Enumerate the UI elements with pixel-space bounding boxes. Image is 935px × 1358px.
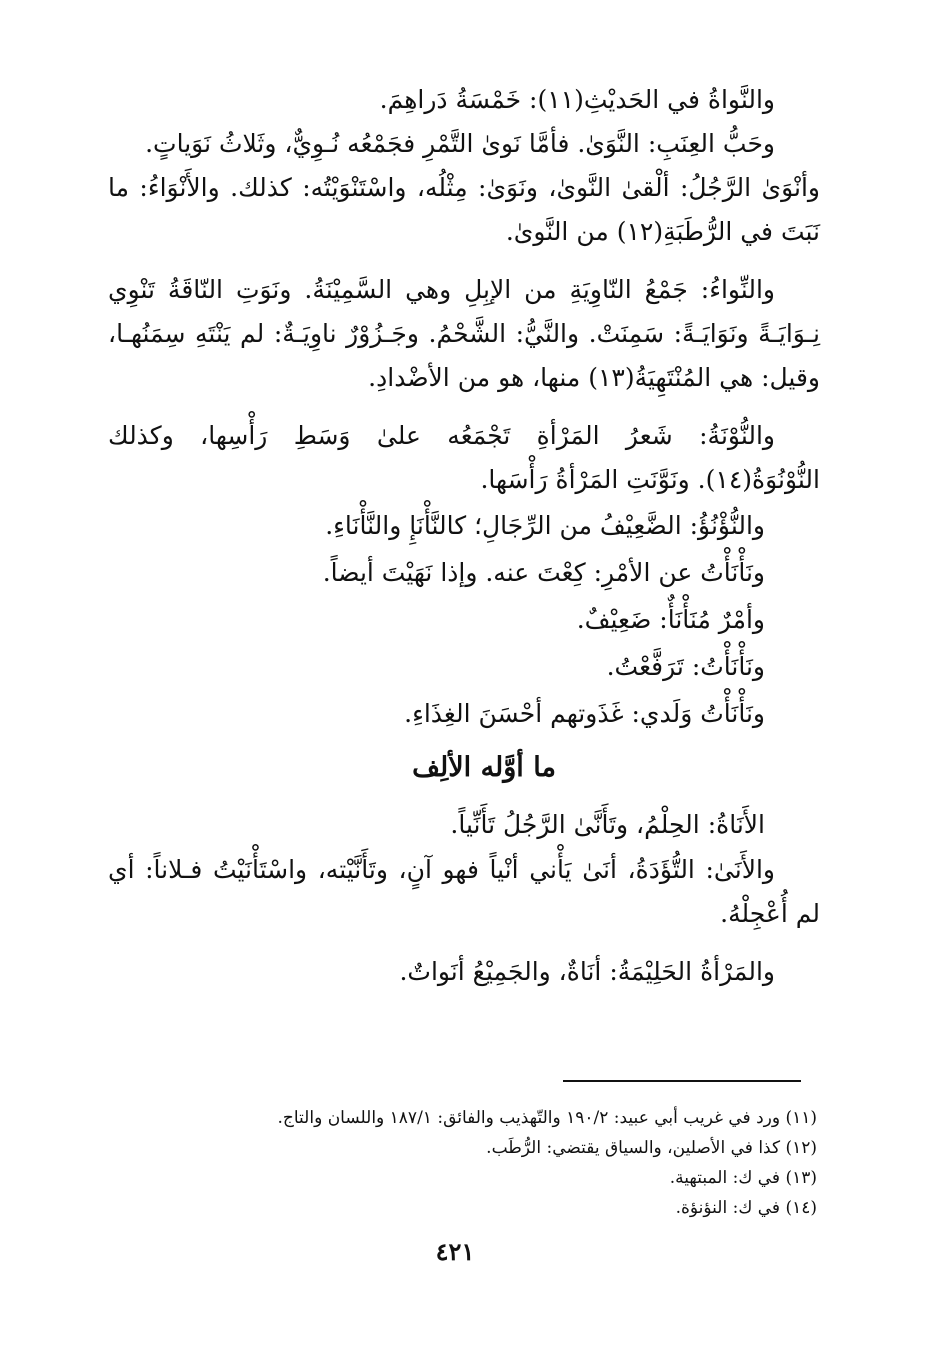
entry-line: ونَأْنَأْتُ عن الأمْرِ: كِعْتَ عنه. وإذا نَهَيْتَ أيضاً. xyxy=(322,558,765,587)
entry-line: ونَأْنَأْتُ وَلَدي: غَذَوتهم أحْسَنَ الغِذَاءِ. xyxy=(404,699,765,728)
paragraph-nawat-hadith: والنَّواةُ في الحَديْثِ(١١): خَمْسَةُ دَراهِمَ. xyxy=(379,85,775,114)
anah-entries xyxy=(108,801,820,848)
footnote: (١٢) كذا في الأصلين، والسياق يقتضي: الرُّطَب. xyxy=(486,1138,817,1158)
paragraph-anwa-al-rajul: وأنْوَىٰ الرَّجُلُ: ألْقىٰ النَّوىٰ، ونَوَىٰ: مِثْلُه، واسْتَنْوَيْتُه: كذلك. والأَنْوَاءُ: ما نَبَتَ في الرُّطَبَةِ(١٢) من النَّوىٰ. xyxy=(108,173,820,246)
entry-line: ونَأْنَأْتُ: تَرَفَّعْتُ. xyxy=(606,652,765,681)
footnotes xyxy=(117,1103,817,1223)
nu-nu-entries xyxy=(108,502,820,737)
footnote-divider xyxy=(563,1080,801,1082)
paragraph-al-ana: والأَنَىٰ: التُّؤَدَةُ، أنَىٰ يَأْني أنْياً فهو آنٍ، وتَأَنَّيْته، واسْتَأْنَيْتُ فـلاناً: أي لم أُعْجِلْهُ. xyxy=(108,855,820,928)
paragraph-al-mara-al-halima: والمَرْأةُ الحَلِيْمَةُ: أنَاةٌ، والجَمِيْعُ أنَواتٌ. xyxy=(399,957,775,986)
paragraph-al-nuna: والنُّوْنَةُ: شَعرُ المَرْأةِ تَجْمَعُه علىٰ وَسَطِ رَأْسِها، وكذلك النُّوْنُوَةُ(١٤). ونَوَّنَتِ المَرْأةُ رَأْسَها. xyxy=(108,421,820,494)
footnote: (١٣) في ك: المبتهية. xyxy=(669,1168,817,1188)
paragraph-al-niwa: والنِّواءُ: جَمْعُ النّاوِيَةِ من الإبِلِ وهي السَّمِيْنَةُ. ونَوَتِ النّاقَةُ تَنْوِي نِـوَايَـةً ونَوَايَـةً: سَمِنَتْ. والنَّيُّ: الشَّحْمُ. وجَـزُوْرٌ ناوِيَـةٌ: لم يَنْتَهِ سِمَنُهـا، وقيل: هي المُنْتَهِيَةُ(١٣) منها، هو من الأضْدادِ. xyxy=(108,275,820,392)
footnote: (١١) ورد في غريب أبي عبيد: ١٩٠/٢ والتّهذيب والفائق: ١٨٧/١ واللسان والتاج. xyxy=(277,1108,817,1128)
entry-line: والنُّؤْنُؤُ: الضَّعِيْفُ من الرِّجَالِ؛ كالنَّأْنَإِ والنَّأْنَاءِ. xyxy=(325,511,765,540)
page-number: ٤٢١ xyxy=(435,1237,475,1266)
entry-line: وأمْرٌ مُنَأْنَأٌ: ضَعِيْفٌ. xyxy=(576,605,765,634)
entry-line: الأَنَاةُ: الحِلْمُ، وتَأَنَّىٰ الرَّجُلُ تَأَنِّياً. xyxy=(450,810,765,839)
paragraph-hab-al-inab: وحَبُّ العِنَبِ: النَّوَىٰ. فأمَّا نَوىٰ التَّمْرِ فجَمْعُه نُـوِيٌّ، وثَلاثُ نَوَياتٍ. xyxy=(145,129,775,158)
section-heading: ما أوَّله الألِف xyxy=(412,752,556,783)
footnote: (١٤) في ك: النؤنؤة. xyxy=(675,1198,817,1218)
main-text xyxy=(108,78,820,994)
